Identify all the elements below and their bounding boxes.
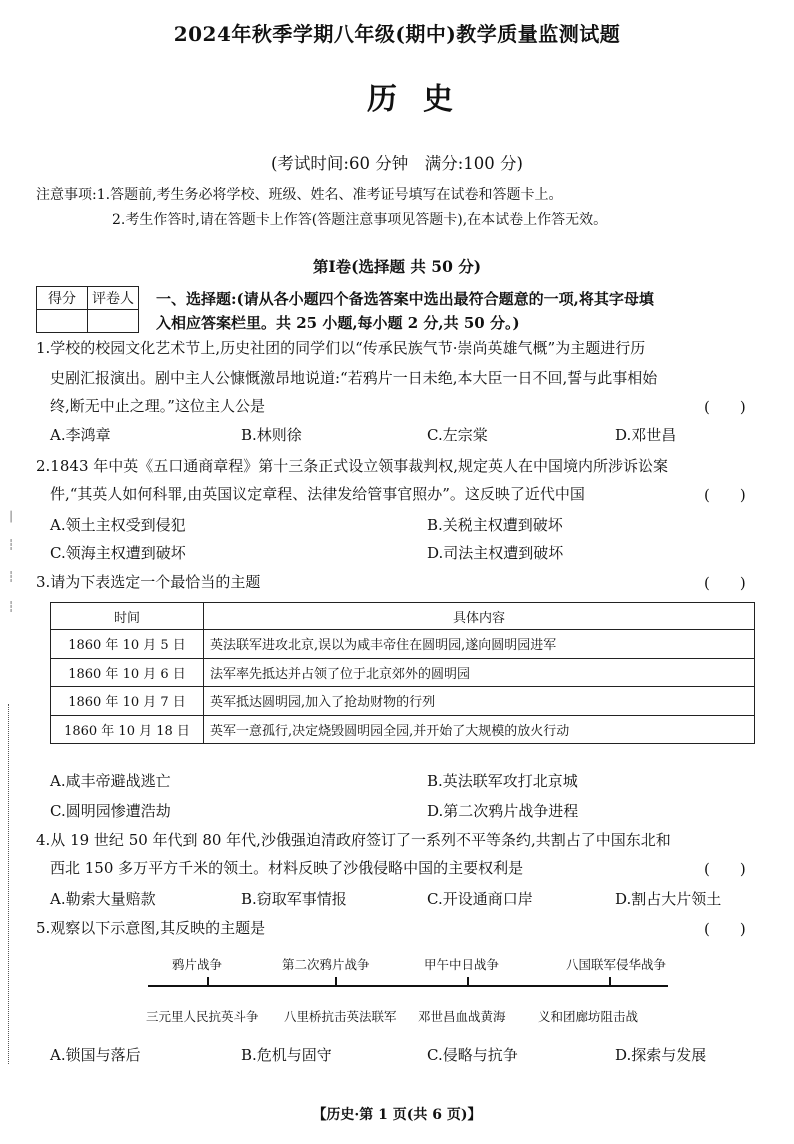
timeline-tick: [609, 977, 611, 985]
timeline-bottom-label: 邓世昌血战黄海: [418, 1009, 506, 1024]
timeline-top-label: 第二次鸦片战争: [282, 957, 370, 972]
q3-option-d: D.第二次鸦片战争进程: [427, 802, 579, 820]
table-cell-time: 1860 年 10 月 6 日: [51, 658, 204, 687]
table-cell-time: 1860 年 10 月 18 日: [51, 715, 204, 744]
q3-answer-paren: ( ): [704, 574, 746, 592]
q4-option-a: A.勒索大量赔款: [50, 890, 156, 908]
table-cell-time: 1860 年 10 月 7 日: [51, 687, 204, 716]
binding-mark: │: [8, 512, 15, 523]
grader-cell: [88, 310, 139, 333]
timeline-top-label: 甲午中日战争: [424, 957, 500, 972]
table-header-time: 时间: [51, 603, 204, 630]
score-box: [36, 286, 139, 333]
instruction-line: 入相应答案栏里。共 25 小题,每小题 2 分,共 50 分。): [156, 314, 520, 332]
q5-answer-paren: ( ): [704, 920, 746, 938]
q1-option-c: C.左宗棠: [427, 426, 488, 444]
q4-option-b: B.窃取军事情报: [241, 890, 347, 908]
q2-line: 2.1843 年中英《五口通商章程》第十三条正式设立领事裁判权,规定英人在中国境内所涉诉讼案: [36, 457, 669, 475]
exam-title: 2024年秋季学期八年级(期中)教学质量监测试题: [173, 22, 621, 46]
timeline-bottom-label: 八里桥抗击英法联军: [284, 1009, 397, 1024]
table-cell-time: 1860 年 10 月 5 日: [51, 630, 204, 659]
q1-option-a: A.李鸿章: [50, 426, 111, 444]
table-cell-content: 法军率先抵达并占领了位于北京郊外的圆明园: [204, 658, 755, 687]
q2-option-b: B.关税主权遭到破坏: [427, 516, 563, 534]
timeline-top-label: 鸦片战争: [172, 957, 223, 972]
score-cell: [37, 310, 88, 333]
binding-mark: ┆: [8, 540, 15, 551]
subject-title: 历史: [367, 82, 479, 117]
q1-answer-paren: ( ): [704, 398, 746, 416]
q1-line: 终,断无中止之理。”这位主人公是: [50, 397, 265, 415]
grader-label: 评卷人: [88, 287, 139, 310]
q2-line: 件,“其英人如何科罪,由英国议定章程、法律发给管事官照办”。这反映了近代中国: [50, 485, 585, 503]
q1-option-d: D.邓世昌: [615, 426, 677, 444]
q4-option-c: C.开设通商口岸: [427, 890, 533, 908]
table-cell-content: 英法联军进攻北京,误以为咸丰帝住在圆明园,遂向圆明园进军: [204, 630, 755, 659]
q2-answer-paren: ( ): [704, 486, 746, 504]
table-row: [51, 715, 755, 744]
q3-option-c: C.圆明园惨遭浩劫: [50, 802, 171, 820]
table-row: [51, 658, 755, 687]
q5-option-b: B.危机与固守: [241, 1046, 332, 1064]
timeline-axis: [148, 985, 668, 987]
q4-line: 4.从 19 世纪 50 年代到 80 年代,沙俄强迫清政府签订了一系列不平等条约,共割占了中国东北和: [36, 831, 671, 849]
timeline-tick: [207, 977, 209, 985]
binding-mark: ┆: [8, 572, 15, 583]
q5-option-c: C.侵略与抗争: [427, 1046, 518, 1064]
q5-line: 5.观察以下示意图,其反映的主题是: [36, 919, 266, 937]
section-title: 第Ⅰ卷(选择题 共 50 分): [312, 257, 482, 276]
exam-info: (考试时间:60 分钟 满分:100 分): [271, 154, 523, 173]
timeline-bottom-label: 三元里人民抗英斗争: [146, 1009, 259, 1024]
table-cell-content: 英军一意孤行,决定烧毁圆明园全园,并开始了大规模的放火行动: [204, 715, 755, 744]
q4-answer-paren: ( ): [704, 860, 746, 878]
q5-option-a: A.锁国与落后: [50, 1046, 141, 1064]
instruction-line: 一、选择题:(请从各小题四个备选答案中选出最符合题意的一项,将其字母填: [156, 290, 654, 308]
q3-line: 3.请为下表选定一个最恰当的主题: [36, 573, 261, 591]
timeline-tick: [467, 977, 469, 985]
timeline-bottom-label: 义和团廊坊阻击战: [538, 1009, 639, 1024]
table-cell-content: 英军抵达圆明园,加入了抢劫财物的行列: [204, 687, 755, 716]
table-header-content: 具体内容: [204, 603, 755, 630]
q4-line: 西北 150 多万平方千米的领土。材料反映了沙俄侵略中国的主要权利是: [50, 859, 524, 877]
score-label: 得分: [37, 287, 88, 310]
q3-option-b: B.英法联军攻打北京城: [427, 772, 578, 790]
section-instruction: [156, 287, 654, 335]
timeline-tick: [335, 977, 337, 985]
q2-option-a: A.领土主权受到侵犯: [50, 516, 186, 534]
binding-line: [8, 704, 9, 1064]
notice-line-2: 2.考生作答时,请在答题卡上作答(答题注意事项见答题卡),在本试卷上作答无效。: [112, 212, 608, 228]
table-row: [51, 687, 755, 716]
q1-line: 1.学校的校园文化艺术节上,历史社团的同学们以“传承民族气节·崇尚英雄气概”为主题进行历: [36, 339, 646, 357]
q3-option-a: A.咸丰帝避战逃亡: [50, 772, 171, 790]
notice-line-1: 注意事项:1.答题前,考生务必将学校、班级、姓名、准考证号填写在试卷和答题卡上。: [36, 187, 563, 203]
timeline-top-label: 八国联军侵华战争: [566, 957, 667, 972]
q1-option-b: B.林则徐: [241, 426, 302, 444]
q5-option-d: D.探索与发展: [615, 1046, 707, 1064]
q2-option-d: D.司法主权遭到破坏: [427, 544, 564, 562]
q3-table: [50, 602, 755, 744]
table-row: [51, 630, 755, 659]
binding-mark: ┆: [8, 602, 15, 613]
page-footer: 【历史·第 1 页(共 6 页)】: [312, 1107, 482, 1123]
q4-option-d: D.割占大片领土: [615, 890, 722, 908]
q1-line: 史剧汇报演出。剧中主人公慷慨激昂地说道:“若鸦片一日未绝,本大臣一日不回,誓与此事相始: [50, 369, 658, 387]
q2-option-c: C.领海主权遭到破坏: [50, 544, 186, 562]
